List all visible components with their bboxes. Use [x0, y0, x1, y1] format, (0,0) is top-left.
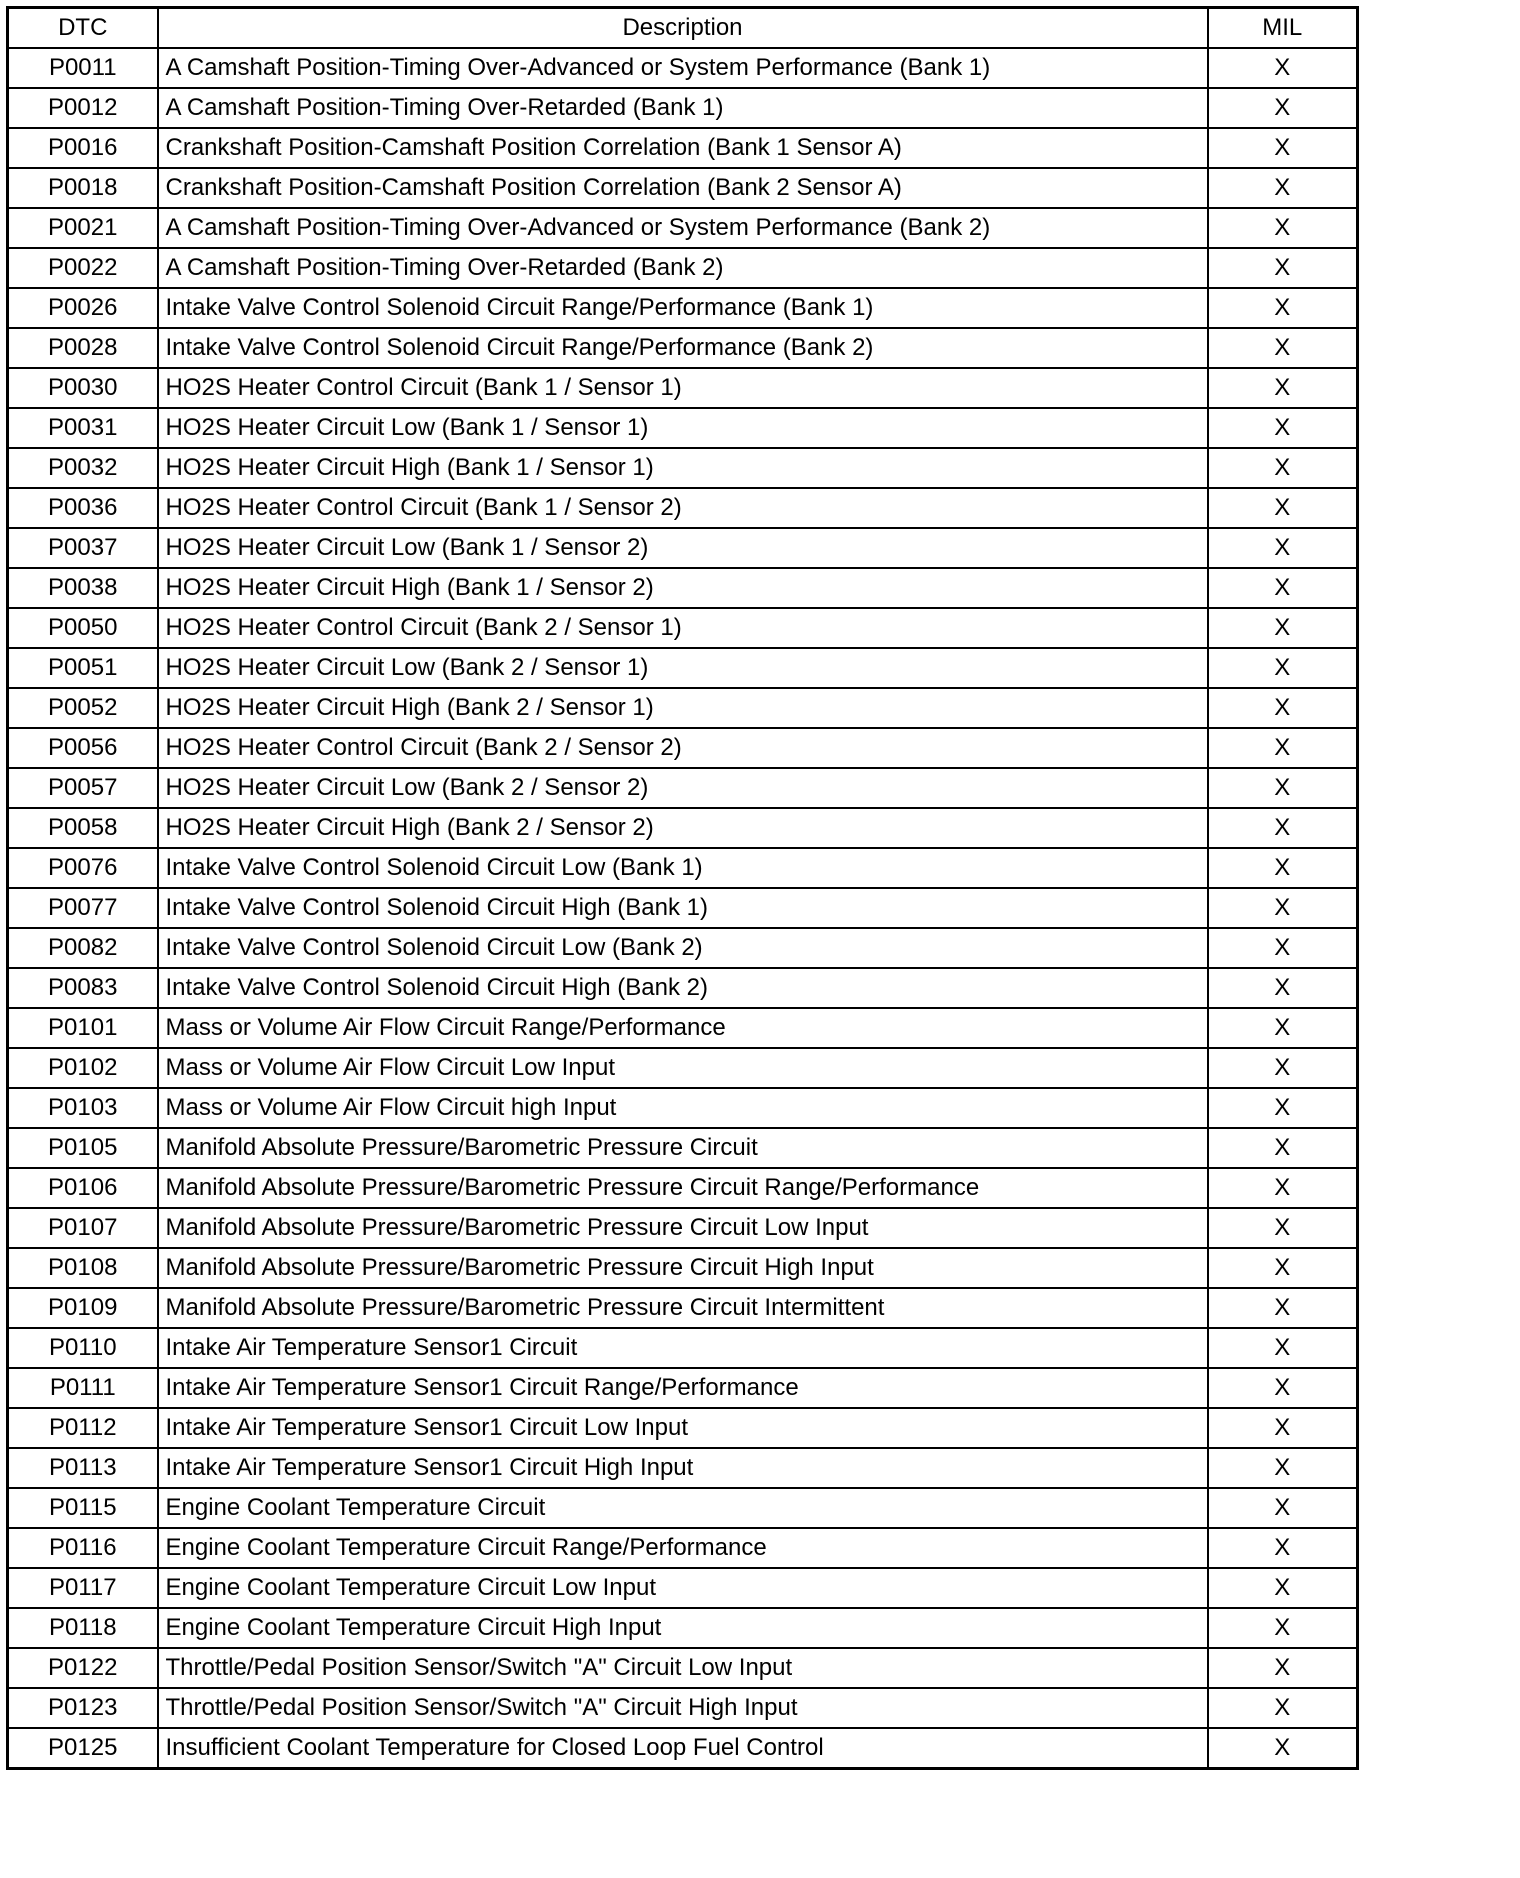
table-row — [8, 448, 1358, 488]
dtc-description-cell: HO2S Heater Circuit High (Bank 2 / Sensor 1) — [158, 688, 1208, 728]
dtc-description-cell: Crankshaft Position-Camshaft Position Correlation (Bank 1 Sensor A) — [158, 128, 1208, 168]
mil-indicator-cell: X — [1208, 48, 1358, 88]
dtc-description-cell: Crankshaft Position-Camshaft Position Correlation (Bank 2 Sensor A) — [158, 168, 1208, 208]
dtc-description-cell: HO2S Heater Control Circuit (Bank 1 / Sensor 2) — [158, 488, 1208, 528]
table-row — [8, 368, 1358, 408]
dtc-code-cell: P0112 — [8, 1408, 158, 1448]
dtc-description-cell: Mass or Volume Air Flow Circuit Range/Performance — [158, 1008, 1208, 1048]
table-row — [8, 728, 1358, 768]
dtc-description-cell: HO2S Heater Circuit Low (Bank 2 / Sensor 1) — [158, 648, 1208, 688]
dtc-code-cell: P0115 — [8, 1488, 158, 1528]
dtc-code-cell: P0050 — [8, 608, 158, 648]
table-row — [8, 1328, 1358, 1368]
mil-indicator-cell: X — [1208, 168, 1358, 208]
table-row — [8, 1368, 1358, 1408]
table-row — [8, 888, 1358, 928]
mil-indicator-cell: X — [1208, 608, 1358, 648]
table-row — [8, 1608, 1358, 1648]
header-dtc: DTC — [8, 8, 158, 49]
dtc-description-cell: Mass or Volume Air Flow Circuit Low Input — [158, 1048, 1208, 1088]
dtc-description-cell: Engine Coolant Temperature Circuit — [158, 1488, 1208, 1528]
mil-indicator-cell: X — [1208, 1368, 1358, 1408]
table-row — [8, 208, 1358, 248]
dtc-code-cell: P0032 — [8, 448, 158, 488]
mil-indicator-cell: X — [1208, 1328, 1358, 1368]
dtc-code-cell: P0011 — [8, 48, 158, 88]
mil-indicator-cell: X — [1208, 328, 1358, 368]
mil-indicator-cell: X — [1208, 1448, 1358, 1488]
dtc-code-cell: P0076 — [8, 848, 158, 888]
dtc-code-cell: P0022 — [8, 248, 158, 288]
table-row — [8, 808, 1358, 848]
dtc-code-cell: P0122 — [8, 1648, 158, 1688]
table-row — [8, 248, 1358, 288]
mil-indicator-cell: X — [1208, 688, 1358, 728]
table-row — [8, 1648, 1358, 1688]
mil-indicator-cell: X — [1208, 1088, 1358, 1128]
table-row — [8, 608, 1358, 648]
dtc-code-cell: P0083 — [8, 968, 158, 1008]
dtc-description-cell: HO2S Heater Control Circuit (Bank 2 / Sensor 1) — [158, 608, 1208, 648]
mil-indicator-cell: X — [1208, 1648, 1358, 1688]
dtc-description-cell: HO2S Heater Circuit Low (Bank 1 / Sensor 1) — [158, 408, 1208, 448]
mil-indicator-cell: X — [1208, 448, 1358, 488]
dtc-code-cell: P0110 — [8, 1328, 158, 1368]
mil-indicator-cell: X — [1208, 1688, 1358, 1728]
table-row — [8, 1448, 1358, 1488]
dtc-code-cell: P0057 — [8, 768, 158, 808]
mil-indicator-cell: X — [1208, 1728, 1358, 1769]
dtc-code-cell: P0106 — [8, 1168, 158, 1208]
mil-indicator-cell: X — [1208, 488, 1358, 528]
dtc-code-cell: P0018 — [8, 168, 158, 208]
mil-indicator-cell: X — [1208, 1288, 1358, 1328]
dtc-description-cell: Engine Coolant Temperature Circuit Range/Performance — [158, 1528, 1208, 1568]
dtc-description-cell: Intake Air Temperature Sensor1 Circuit Range/Performance — [158, 1368, 1208, 1408]
dtc-code-cell: P0052 — [8, 688, 158, 728]
mil-indicator-cell: X — [1208, 248, 1358, 288]
table-row — [8, 1488, 1358, 1528]
table-row — [8, 328, 1358, 368]
table-row — [8, 1728, 1358, 1769]
table-row — [8, 768, 1358, 808]
dtc-description-cell: Intake Valve Control Solenoid Circuit High (Bank 2) — [158, 968, 1208, 1008]
table-row — [8, 1168, 1358, 1208]
table-row — [8, 1288, 1358, 1328]
mil-indicator-cell: X — [1208, 88, 1358, 128]
mil-indicator-cell: X — [1208, 1008, 1358, 1048]
dtc-code-cell: P0118 — [8, 1608, 158, 1648]
table-row — [8, 928, 1358, 968]
dtc-description-cell: HO2S Heater Circuit High (Bank 1 / Sensor 2) — [158, 568, 1208, 608]
header-mil: MIL — [1208, 8, 1358, 49]
mil-indicator-cell: X — [1208, 368, 1358, 408]
dtc-code-cell: P0103 — [8, 1088, 158, 1128]
dtc-description-cell: HO2S Heater Control Circuit (Bank 1 / Sensor 1) — [158, 368, 1208, 408]
dtc-code-cell: P0111 — [8, 1368, 158, 1408]
dtc-description-cell: HO2S Heater Circuit Low (Bank 1 / Sensor 2) — [158, 528, 1208, 568]
table-row — [8, 568, 1358, 608]
mil-indicator-cell: X — [1208, 848, 1358, 888]
mil-indicator-cell: X — [1208, 808, 1358, 848]
dtc-code-cell: P0030 — [8, 368, 158, 408]
table-row — [8, 1088, 1358, 1128]
dtc-table-sheet — [6, 6, 1356, 1869]
mil-indicator-cell: X — [1208, 888, 1358, 928]
dtc-description-cell: A Camshaft Position-Timing Over-Advanced or System Performance (Bank 2) — [158, 208, 1208, 248]
mil-indicator-cell: X — [1208, 928, 1358, 968]
dtc-description-cell: A Camshaft Position-Timing Over-Retarded (Bank 1) — [158, 88, 1208, 128]
mil-indicator-cell: X — [1208, 1208, 1358, 1248]
table-row — [8, 48, 1358, 88]
dtc-code-cell: P0109 — [8, 1288, 158, 1328]
dtc-description-cell: HO2S Heater Circuit Low (Bank 2 / Sensor 2) — [158, 768, 1208, 808]
mil-indicator-cell: X — [1208, 528, 1358, 568]
dtc-code-cell: P0102 — [8, 1048, 158, 1088]
dtc-description-cell: Engine Coolant Temperature Circuit Low Input — [158, 1568, 1208, 1608]
table-row — [8, 1208, 1358, 1248]
table-row — [8, 88, 1358, 128]
table-row — [8, 648, 1358, 688]
dtc-table — [6, 6, 1359, 1770]
dtc-code-cell: P0123 — [8, 1688, 158, 1728]
table-row — [8, 168, 1358, 208]
table-row — [8, 128, 1358, 168]
table-row — [8, 288, 1358, 328]
dtc-description-cell: HO2S Heater Circuit High (Bank 1 / Sensor 1) — [158, 448, 1208, 488]
mil-indicator-cell: X — [1208, 1568, 1358, 1608]
dtc-code-cell: P0101 — [8, 1008, 158, 1048]
dtc-description-cell: Insufficient Coolant Temperature for Closed Loop Fuel Control — [158, 1728, 1208, 1769]
dtc-code-cell: P0077 — [8, 888, 158, 928]
dtc-description-cell: Manifold Absolute Pressure/Barometric Pressure Circuit High Input — [158, 1248, 1208, 1288]
dtc-code-cell: P0108 — [8, 1248, 158, 1288]
dtc-description-cell: Mass or Volume Air Flow Circuit high Input — [158, 1088, 1208, 1128]
dtc-description-cell: Manifold Absolute Pressure/Barometric Pressure Circuit Intermittent — [158, 1288, 1208, 1328]
dtc-code-cell: P0016 — [8, 128, 158, 168]
table-row — [8, 528, 1358, 568]
dtc-code-cell: P0051 — [8, 648, 158, 688]
dtc-code-cell: P0058 — [8, 808, 158, 848]
mil-indicator-cell: X — [1208, 1248, 1358, 1288]
dtc-description-cell: Engine Coolant Temperature Circuit High Input — [158, 1608, 1208, 1648]
mil-indicator-cell: X — [1208, 1408, 1358, 1448]
mil-indicator-cell: X — [1208, 1528, 1358, 1568]
table-row — [8, 1528, 1358, 1568]
mil-indicator-cell: X — [1208, 128, 1358, 168]
dtc-code-cell: P0026 — [8, 288, 158, 328]
dtc-description-cell: HO2S Heater Circuit High (Bank 2 / Sensor 2) — [158, 808, 1208, 848]
table-row — [8, 968, 1358, 1008]
dtc-code-cell: P0031 — [8, 408, 158, 448]
dtc-code-cell: P0037 — [8, 528, 158, 568]
mil-indicator-cell: X — [1208, 288, 1358, 328]
dtc-code-cell: P0113 — [8, 1448, 158, 1488]
dtc-description-cell: Manifold Absolute Pressure/Barometric Pressure Circuit Low Input — [158, 1208, 1208, 1248]
dtc-code-cell: P0082 — [8, 928, 158, 968]
mil-indicator-cell: X — [1208, 568, 1358, 608]
table-row — [8, 688, 1358, 728]
table-row — [8, 488, 1358, 528]
header-row — [8, 8, 1358, 49]
dtc-description-cell: Intake Valve Control Solenoid Circuit Range/Performance (Bank 1) — [158, 288, 1208, 328]
mil-indicator-cell: X — [1208, 1488, 1358, 1528]
dtc-description-cell: Intake Air Temperature Sensor1 Circuit — [158, 1328, 1208, 1368]
dtc-description-cell: Intake Valve Control Solenoid Circuit Range/Performance (Bank 2) — [158, 328, 1208, 368]
dtc-code-cell: P0012 — [8, 88, 158, 128]
dtc-code-cell: P0021 — [8, 208, 158, 248]
table-row — [8, 1568, 1358, 1608]
table-row — [8, 1688, 1358, 1728]
dtc-description-cell: Intake Air Temperature Sensor1 Circuit Low Input — [158, 1408, 1208, 1448]
mil-indicator-cell: X — [1208, 968, 1358, 1008]
mil-indicator-cell: X — [1208, 408, 1358, 448]
table-row — [8, 1408, 1358, 1448]
dtc-description-cell: A Camshaft Position-Timing Over-Retarded (Bank 2) — [158, 248, 1208, 288]
table-row — [8, 848, 1358, 888]
dtc-description-cell: Intake Valve Control Solenoid Circuit Low (Bank 1) — [158, 848, 1208, 888]
mil-indicator-cell: X — [1208, 1048, 1358, 1088]
dtc-description-cell: Throttle/Pedal Position Sensor/Switch "A" Circuit High Input — [158, 1688, 1208, 1728]
mil-indicator-cell: X — [1208, 648, 1358, 688]
dtc-description-cell: Manifold Absolute Pressure/Barometric Pressure Circuit Range/Performance — [158, 1168, 1208, 1208]
table-row — [8, 408, 1358, 448]
dtc-description-cell: Manifold Absolute Pressure/Barometric Pressure Circuit — [158, 1128, 1208, 1168]
table-body — [8, 48, 1358, 1769]
mil-indicator-cell: X — [1208, 768, 1358, 808]
header-description: Description — [158, 8, 1208, 49]
table-row — [8, 1248, 1358, 1288]
dtc-code-cell: P0125 — [8, 1728, 158, 1769]
dtc-description-cell: Throttle/Pedal Position Sensor/Switch "A" Circuit Low Input — [158, 1648, 1208, 1688]
table-row — [8, 1008, 1358, 1048]
dtc-code-cell: P0116 — [8, 1528, 158, 1568]
mil-indicator-cell: X — [1208, 1608, 1358, 1648]
dtc-code-cell: P0107 — [8, 1208, 158, 1248]
dtc-description-cell: Intake Valve Control Solenoid Circuit High (Bank 1) — [158, 888, 1208, 928]
dtc-code-cell: P0038 — [8, 568, 158, 608]
dtc-description-cell: Intake Air Temperature Sensor1 Circuit High Input — [158, 1448, 1208, 1488]
dtc-description-cell: Intake Valve Control Solenoid Circuit Low (Bank 2) — [158, 928, 1208, 968]
dtc-code-cell: P0036 — [8, 488, 158, 528]
table-row — [8, 1128, 1358, 1168]
mil-indicator-cell: X — [1208, 208, 1358, 248]
dtc-code-cell: P0117 — [8, 1568, 158, 1608]
dtc-code-cell: P0105 — [8, 1128, 158, 1168]
dtc-code-cell: P0028 — [8, 328, 158, 368]
mil-indicator-cell: X — [1208, 728, 1358, 768]
dtc-description-cell: HO2S Heater Control Circuit (Bank 2 / Sensor 2) — [158, 728, 1208, 768]
mil-indicator-cell: X — [1208, 1128, 1358, 1168]
table-row — [8, 1048, 1358, 1088]
mil-indicator-cell: X — [1208, 1168, 1358, 1208]
dtc-description-cell: A Camshaft Position-Timing Over-Advanced or System Performance (Bank 1) — [158, 48, 1208, 88]
dtc-code-cell: P0056 — [8, 728, 158, 768]
